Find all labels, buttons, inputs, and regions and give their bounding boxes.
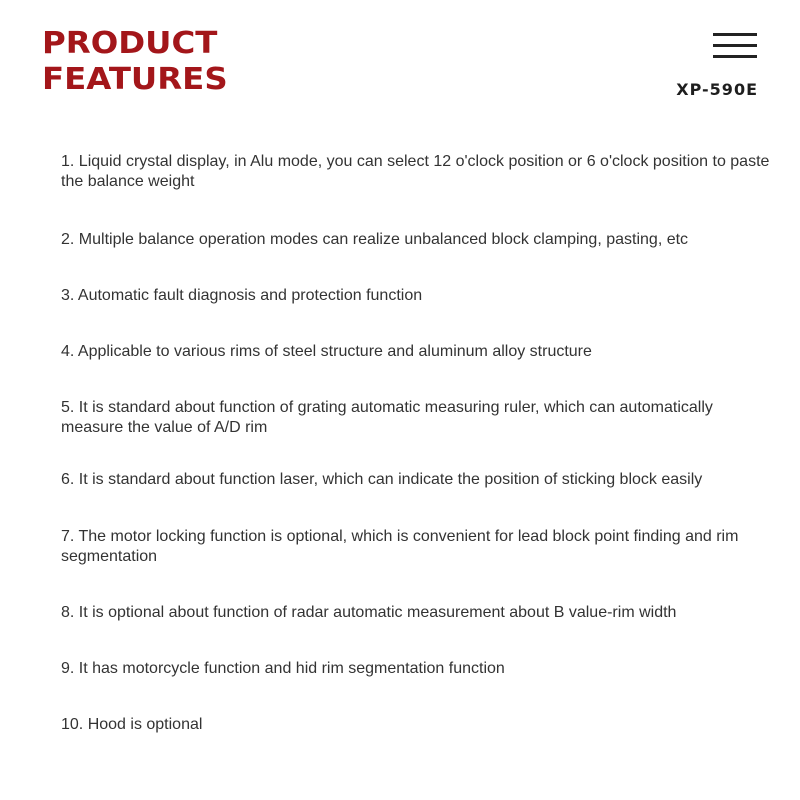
feature-item-10: 10. Hood is optional: [61, 716, 203, 733]
feature-item-5: 5. It is standard about function of grating automatic measuring ruler, which can automatically measure the value of A/D rim: [61, 399, 713, 436]
title-line-features: FEATURES: [42, 62, 228, 97]
feature-item-8: 8. It is optional about function of radar automatic measurement about B value-rim width: [61, 604, 677, 621]
menu-bar-bottom: [713, 55, 757, 58]
model-label: XP-590E: [676, 80, 758, 99]
menu-bar-top: [713, 33, 757, 36]
title-line-product: PRODUCT: [42, 26, 218, 61]
feature-item-2: 2. Multiple balance operation modes can realize unbalanced block clamping, pasting, etc: [61, 231, 689, 248]
page-title: [42, 26, 228, 98]
feature-item-1: 1. Liquid crystal display, in Alu mode, you can select 12 o'clock position or 6 o'clock position to paste the balance weight: [61, 153, 770, 190]
feature-item-9: 9. It has motorcycle function and hid rim segmentation function: [61, 660, 505, 677]
feature-item-4: 4. Applicable to various rims of steel structure and aluminum alloy structure: [61, 343, 592, 360]
feature-item-3: 3. Automatic fault diagnosis and protection function: [61, 287, 423, 304]
menu-bar-middle: [713, 44, 757, 47]
feature-item-7: 7. The motor locking function is optional, which is convenient for lead block point finding and rim segmentation: [61, 528, 739, 565]
feature-item-6: 6. It is standard about function laser, which can indicate the position of sticking block easily: [61, 471, 703, 488]
hamburger-menu-icon[interactable]: [713, 33, 757, 59]
